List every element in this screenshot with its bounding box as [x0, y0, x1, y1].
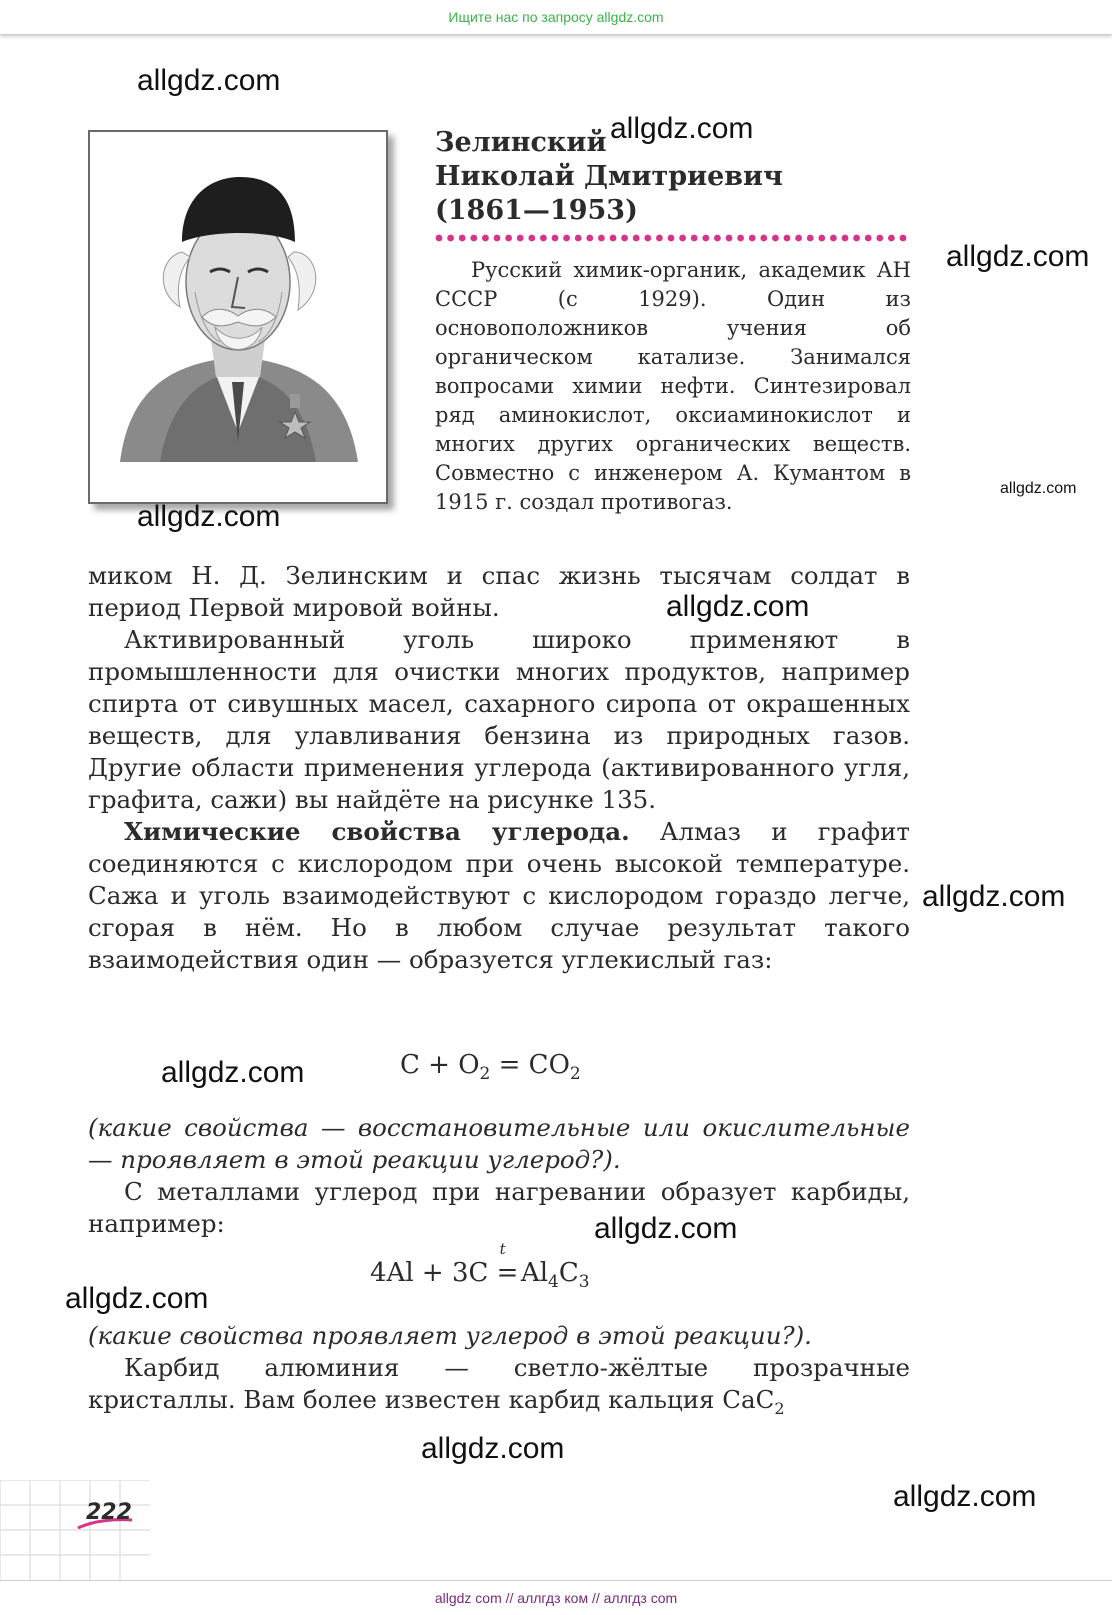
watermark: allgdz.com [161, 1056, 305, 1089]
bio-name: Николай Дмитриевич [435, 161, 783, 192]
paragraph-carbides: С металлами углерод при нагревании образует карбиды, например: [88, 1177, 910, 1238]
main-text-block-3 [88, 1320, 910, 1425]
watermark: allgdz.com [421, 1432, 565, 1465]
watermark: allgdz.com [922, 880, 1066, 913]
watermark: allgdz.com [65, 1282, 209, 1315]
question-reaction: (какие свойства проявляет углерод в этой реакции?). [88, 1321, 812, 1350]
bio-years: (1861—1953) [435, 195, 638, 226]
paragraph-aluminium-carbide: Карбид алюминия — светло-жёлтые прозрачные кристаллы. Вам более известен карбид кальция CaC$_2$ [88, 1353, 910, 1418]
formula-combustion: $C + O_2 = CO_2$ [400, 1050, 581, 1084]
page-number: 222 [86, 1500, 132, 1525]
page-corner-grid [0, 1480, 150, 1580]
section-heading-chemical-properties: Химические свойства углерода. [124, 817, 630, 846]
watermark: allgdz.com [610, 112, 754, 145]
watermark: allgdz.com [666, 590, 810, 623]
watermark: allgdz.com [137, 500, 281, 533]
main-text-block-2 [88, 1112, 910, 1240]
footer-links: allgdz com // аллгдз ком // аллгдз com [0, 1580, 1112, 1615]
portrait-frame [88, 130, 388, 504]
watermark: allgdz.com [137, 64, 281, 97]
paragraph-continuation: миком Н. Д. Зелинским и спас жизнь тысячам солдат в период Первой мировой войны. [88, 561, 910, 622]
paragraph-chemical-properties [88, 816, 910, 976]
bio-description [435, 256, 911, 517]
bio-surname: Зелинский [435, 127, 607, 158]
pink-dotted-divider [435, 232, 913, 244]
chemical-properties-text: Алмаз и графит соединяются с кислородом при очень высокой температуре. Сажа и уголь взаимодействуют с кислородом гораздо легче, сгорая в нём. Но в любом случае результат такого взаимодействия один — образуется углекислый газ: [88, 817, 910, 974]
top-banner: Ищите нас по запросу allgdz.com [0, 0, 1112, 34]
paragraph-activated-carbon: Активированный уголь широко применяют в промышленности для очистки многих продуктов, например спирта от сивушных масел, сахарного сиропа от окрашенных веществ, для улавливания бензина из природных газов. Другие области применения углерода (активированного угля, графита, сажи) вы найдёте на рисунке 135. [88, 625, 910, 814]
watermark: allgdz.com [946, 240, 1090, 273]
watermark: allgdz.com [893, 1480, 1037, 1513]
formula-aluminium-carbide: 4Al + 3C t = $Al_4C_3$ [370, 1240, 590, 1292]
bio-paragraph: Русский химик-органик, академик АН СССР (с 1929). Один из основоположников учения об органическом катализе. Занимался вопросами химии нефти. Синтезировал ряд аминокислот, оксиаминокислот и многих других органических веществ. Совместно с инженером А. Кумантом в 1915 г. создал противогаз. [435, 258, 911, 514]
question-oxidation: (какие свойства — восстановительные или окислительные — проявляет в этой реакции углерод?). [88, 1113, 910, 1174]
watermark: allgdz.com [1000, 480, 1077, 497]
portrait-illustration [90, 132, 386, 502]
watermark: allgdz.com [594, 1212, 738, 1245]
